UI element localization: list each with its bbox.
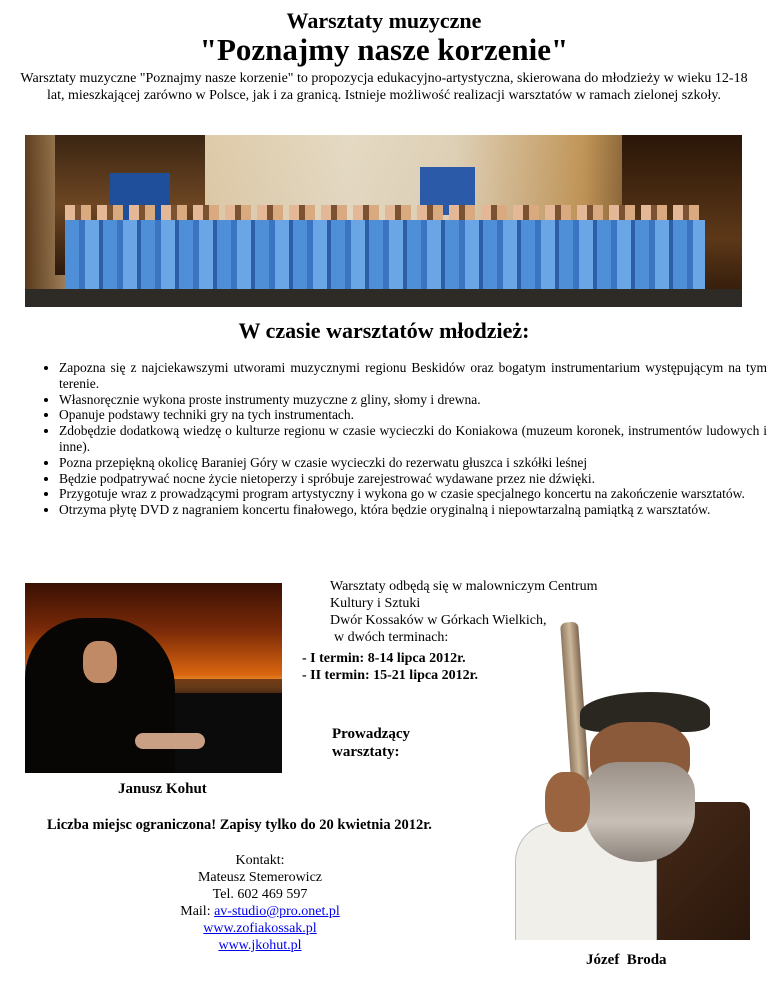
website-link-zofiakossak[interactable]: www.zofiakossak.pl: [203, 921, 317, 936]
pianist-photo: [25, 583, 282, 773]
venue-line: Dwór Kossaków w Górkach Wielkich,: [330, 613, 547, 628]
term-2: - II termin: 15-21 lipca 2012r.: [302, 668, 479, 683]
contact-phone: Tel. 602 469 597: [212, 887, 308, 902]
registration-notice: Liczba miejsc ograniczona! Zapisy tylko do 20 kwietnia 2012r.: [47, 817, 432, 833]
email-link[interactable]: av-studio@pro.onet.pl: [214, 904, 340, 919]
venue-line: Warsztaty odbędą się w malowniczym Centrum Kultury i Sztuki: [330, 579, 598, 611]
mail-prefix: Mail:: [180, 904, 215, 919]
website-link-jkohut[interactable]: www.jkohut.pl: [218, 938, 302, 953]
kicker-title: Warsztaty muzyczne: [286, 8, 482, 33]
contact-mail-row: [150, 903, 370, 920]
list-item: • Przygotuje wraz z prowadzącymi program artystyczny i wykona go w czasie specjalnego koncertu na zakończenie warsztatów.: [59, 486, 767, 502]
leader-name-broda: Józef Broda: [586, 952, 667, 968]
concert-photo: [25, 135, 742, 307]
contact-block: [150, 852, 370, 954]
list-item: • Zapozna się z najciekawszymi utworami muzycznymi regionu Beskidów oraz bogatym instrumentarium występującym na tym terenie.: [59, 360, 767, 392]
leaders-label: [332, 725, 482, 761]
folk-musician-photo: [505, 622, 750, 940]
leaders-label-line: Prowadzący: [332, 726, 411, 742]
section-heading: W czasie warsztatów młodzież:: [238, 318, 530, 343]
intro-paragraph: Warsztaty muzyczne "Poznajmy nasze korzenie" to propozycja edukacyjno-artystyczna, skierowana do młodzieży w wieku 12-18 lat, mieszkającej zarówno w Polsce, jak i za granicą. Istnieje możliwość realizacji warsztatów w ramach zielonej szkoły.: [20, 71, 748, 103]
leader-name-kohut: Janusz Kohut: [118, 781, 207, 797]
contact-name: Mateusz Stemerowicz: [197, 870, 322, 885]
list-item: • Zdobędzie dodatkową wiedzę o kulturze regionu w czasie wycieczki do Koniakowa (muzeum koronek, instrumentów ludowych i inne).: [59, 423, 767, 455]
main-title: "Poznajmy nasze korzenie": [199, 32, 569, 67]
term-1: - I termin: 8-14 lipca 2012r.: [302, 651, 466, 666]
venue-line: w dwóch terminach:: [334, 630, 449, 645]
list-item: • Opanuje podstawy techniki gry na tych instrumentach.: [59, 407, 767, 423]
list-item: • Pozna przepiękną okolicę Baraniej Góry w czasie wycieczki do rezerwatu głuszca i szkółki leśnej: [59, 455, 767, 471]
list-item: • Otrzyma płytę DVD z nagraniem koncertu finałowego, która będzie oryginalną i niepowtarzalną pamiątką z warsztatów.: [59, 502, 767, 518]
list-item: • Będzie podpatrywać nocne życie nietoperzy i spróbuje zarejestrować wydawane przez nie dźwięki.: [59, 471, 767, 487]
activities-list: [35, 360, 767, 518]
leaders-label-line: warsztaty:: [332, 744, 400, 760]
list-item: • Własnoręcznie wykona proste instrumenty muzyczne z gliny, słomy i drewna.: [59, 392, 767, 408]
contact-label: Kontakt:: [235, 853, 285, 868]
